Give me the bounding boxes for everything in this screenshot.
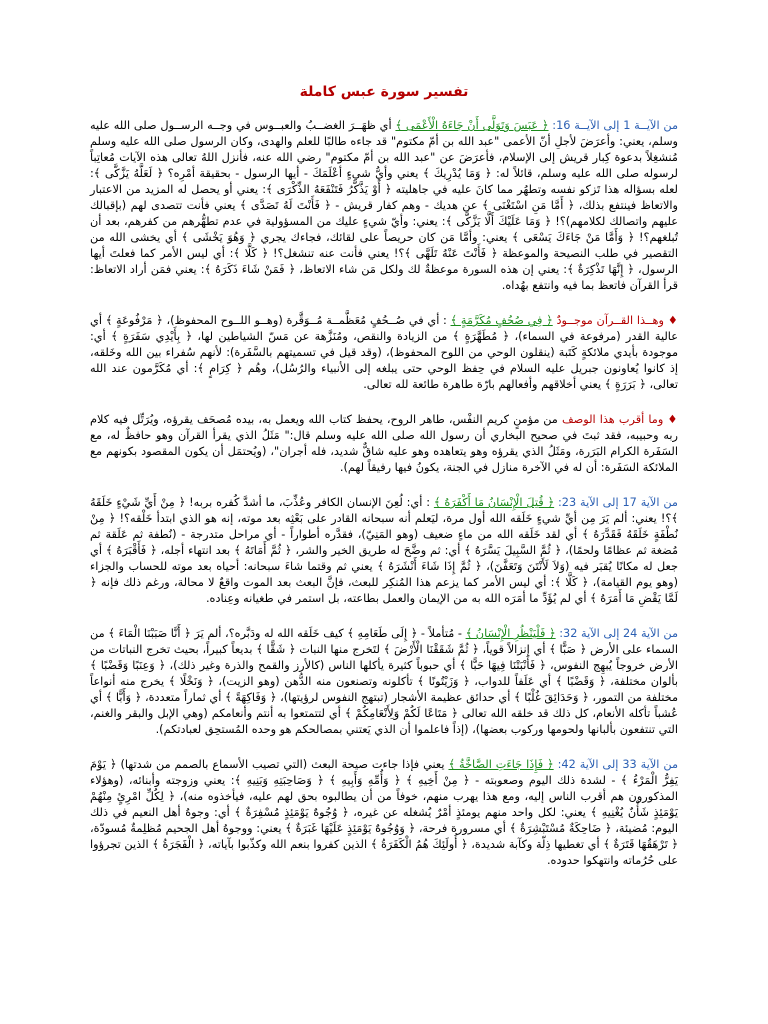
paragraph-4: [90, 495, 678, 607]
paragraph-text: أي ظهَــرَ الغضــبُ والعبــوس في وجــه الرســول صلى الله عليه وسلم، يعني: وأعرَضَ لأجلِ أنّ الأعمى "عبد الله بن أمّ مكتوم" قد جاءه طالبًا للعلم والهدى، وكان الرسول صلى الله عليه وسلم مُنشغِلاً بدعوة كِبار قريش إلى الإسلام، فأعرَضَ عن "عبد الله بن أمّ مكتوم" رضي الله عنه، فأنزل اللهُ تعالى هذه الآيات مُعاتِباً لرسوله صلى الله عليه وسلم، قائلاً له: ﴿ وَمَا يُدْرِيكَ ﴾ يعني وأيُّ شيءٍ أعْلَمَكَ - أيها الرسول - بحقيقة أمْرِه؟ ﴿ لَعَلَّهُ يَزَّكَّى ﴾: لعله بسؤاله هذا تَزكو نفسه وتطهُر مما كانَ عليه في جاهليته ﴿ أَوْ يَذَّكَّرُ فَتَنْفَعَهُ الذِّكْرَى ﴾: يعني أو يحصل له المزيد من الاعتبار والاتعاظ فينتفع بذلك، ﴿ أَمَّا مَنِ اسْتَغْنَى ﴾ عن هديك - وهم كفار قريش - ﴿ فَأَنْتَ لَهُ تَصَدَّى ﴾ يعني فأنت تتصدى لهم (بإقبالك عليهم واتصالك لكلامهم)؟! ﴿ وَمَا عَلَيْكَ أَلَّا يَزَّكَّى ﴾: يعني: وأيّ شيءٍ عليك من المسؤولية في عدم تطهُّرهم من كفرهم، بعد أن تُبلغهم؟! ﴿ وَأَمَّا مَنْ جَاءَكَ يَسْعَى ﴾ يعني: وأمَّا مَن كان حريصاً على لقائك، فجاءك يجري ﴿ وَهُوَ يَخْشَى ﴾ أي يخشى الله من التقصير في طلب النصيحة والموعظة ﴿ فَأَنْتَ عَنْهُ تَلَهَّى ﴾؟! يعني فأنت عنه تنشغل؟! ﴿ كَلَّا ﴾: أي ليس الأمر كما فعلتَ أيها الرسول، ﴿ إِنَّهَا تَذْكِرَةٌ ﴾: يعني إن هذه السورة موعظةٌ لك ولكل مَن شاء الاتعاظ، ﴿ فَمَنْ شَاءَ ذَكَرَهُ ﴾: يعني فمَن أراد الاتعاظ: قرأ القرآن فاتعظ بما فيه وانتفع بهُداه.: [90, 119, 678, 292]
paragraph-2: [90, 313, 678, 393]
paragraph-text: : أي في صُــحُفٍ مُعَظَّمــة مُــوَقَّرة (وهــو اللــوح المحفوظ)، ﴿ مَرْفُوعَةٍ ﴾ أي عالية القدر (مرفوعة في السماء)، ﴿ مُطَهَّرَةٍ ﴾ من الزيادة والنقص، ومُنَزَّهة عن مَسّ الشياطين لها، ﴿ بِأَيْدِي سَفَرَةٍ ﴾ أي: موجودة بأيدي ملائكةٍ كَتَبة (ينقلون الوحي من اللوح المحفوظ)، (وقد قيل في تسميتهم بالسَّفَرة): لأنهم سُفراء بين الله وخَلقه، إذ كانوا يُعاونون جبريل عليه السلام في حِفظ الوحي حتى يبلغه إلى الأنبياء والرُسُل)، وهُم ﴿ كِرَامٍ ﴾: أي مُكَرَّمون عند الله تعالى، ﴿ بَرَرَةٍ ﴾ يعني أخلاقهم وأفعالهم بارّة طاهرة طائعة لله تعالى.: [90, 314, 678, 391]
verse-reference: من الآيــة 1 إلى الآيــة 16:: [552, 119, 679, 132]
diamond-bullet-icon: ♦: [667, 314, 678, 327]
paragraph-1: [90, 118, 678, 294]
diamond-bullet-icon: ♦: [667, 413, 679, 426]
paragraph-6: [90, 757, 678, 869]
verse-reference: من الآية 24 إلى الآية 32:: [559, 627, 679, 640]
quran-quote: ﴿ فَإِذَا جَاءَتِ الصَّاخَّةُ ﴾: [448, 758, 554, 771]
quran-quote: ﴿ قُتِلَ الْإِنْسَانُ مَا أَكْفَرَهُ ﴾: [433, 496, 555, 509]
paragraph-text: من مؤمنٍ كريم النفْس، طاهر الروح، يحفظ كتاب الله ويعمل به، بيده مُصحَف يقرؤه، ويُرَتِّل فيه كلام ربه وحبيبه، فقد ثبتَ في صحيح البخاري أن رسول الله صلى الله عليه وسلم قال:" مَثَلُ الذي يقرأ القرآن وهو حافظٌ له، مع السَفَرة الكرام البَرَرة، ومَثَلُ الذي يقرؤه وهو يتعاهده وهو عليه شاقٌّ شديد، فله أجران"، (ويُحتمَل أن يكون المقصود بكونهم مع الملائكة السَفَرة: أن له في الآخرة منازل في الجنة، يكونُ فيها رفيقاً لهم).: [90, 413, 678, 474]
paragraph-text: : أي: لُعِنَ الإنسان الكافر وعُذِّبَ، ما أشدَّ كُفره بربه! ﴿ مِنْ أَيِّ شَيْءٍ خَلَقَهُ ﴾؟! يعني: ألم يَرَ مِن أيِّ شيءٍ خَلَقه الله أول مرة، ليَعلم أنه سبحانه القادر على بَعْثِه بعد موته، إنه هو الذي ابتدأ خَلْقه؟! ﴿ مِنْ نُطْفَةٍ خَلَقَهُ فَقَدَّرَهُ ﴾ أي لقد خَلَقه الله من ماءٍ ضعيف (وهو المَنِيّ)، فقدَّره أطواراً - أي مراحل متدرجة - (نُطفة ثم عَلَقة ثم مُضغة ثم عظامًا ولحمًا)، ﴿ ثُمَّ السَّبِيلَ يَسَّرَهُ ﴾ أي: ثم وضَّحَ له طريق الخير والشر، ﴿ ثُمَّ أَمَاتَهُ ﴾ بعد انتهاء أجله، ﴿ فَأَقْبَرَهُ ﴾ أي جعل له مكانًا يُقبَر فيه (وَلاَ لَأَنْتَنَ وَتَعَفَّنَ)، ﴿ ثُمَّ إِذَا شَاءَ أَنْشَرَهُ ﴾ يعني ثم وقتما شاءَ سبحانه: أحياه بعد موته للحساب والجزاء (وهو يوم القيامة)، ﴿ كَلَّا ﴾: أي ليس الأمر كما يزعم هذا المُنكِر للبعث، فإنَّ البعث بعد الموت واقعٌ لا محالة، ورغم ذلك فإنه ﴿ لَمَّا يَقْضِ مَا أَمَرَهُ ﴾ أي لم يُؤَدِّ ما أمَرَه الله به من الإيمان والعمل بطاعته، بل استمر في طغيانه وعِناده.: [90, 496, 678, 605]
paragraph-3: [90, 412, 678, 476]
quran-quote: ﴿ فِي صُحُفٍ مُكَرَّمَةٍ ﴾: [450, 314, 553, 327]
quran-quote: ﴿ عَبَسَ وَتَوَلَّى أَنْ جَاءَهُ الْأَعْمَى ﴾: [395, 119, 549, 132]
verse-reference: من الآية 17 إلى الآية 23:: [557, 496, 678, 509]
paragraph-text: يعني فإذا جاءت صيحة البعث (التي تصيب الأسماع بالصمم من شدتها) ﴿ يَوْمَ يَفِرُّ الْمَرْءُ ﴾ - لشدة ذلك اليوم وصعوبته - ﴿ مِنْ أَخِيهِ ﴾ ﴿ وَأُمِّهِ وَأَبِيهِ ﴾ ﴿ وَصَاحِبَتِهِ وَبَنِيهِ ﴾: يعني وزوجته وأبنائه، (وهؤلاء المذكورون هم أقرب الناس إليه، ومع هذا يهرب منهم، خوفاً من أن يطالبوه بحق لهم عليه، فيأخذوه منه)، ﴿ لِكُلِّ امْرِئٍ مِنْهُمْ يَوْمَئِذٍ شَأْنٌ يُغْنِيهِ ﴾ يعني: لكل واحد منهم يومئذٍ أمْرٌ يُشغله عن غيره، ﴿ وُجُوهٌ يَوْمَئِذٍ مُسْفِرَةٌ ﴾ أي: وجوهُ أهل النعيم في ذلك اليوم: مُضيئة، ﴿ ضَاحِكَةٌ مُسْتَبْشِرَةٌ ﴾ أي مسرورة فرحة، ﴿ وَوُجُوهٌ يَوْمَئِذٍ عَلَيْهَا غَبَرَةٌ ﴾ يعني: ووجوهُ أهل الجحيم مُظلِمةٌ مُسودّة، ﴿ تَرْهَقُهَا قَتَرَةٌ ﴾ أي تغطيها ذِلّة وكآبة شديدة، ﴿ أُولَئِكَ هُمُ الْكَفَرَةُ ﴾ الذين كفروا بنعم الله وكذّبوا بآياته، ﴿ الْفَجَرَةُ ﴾ الذين تجرؤوا على حُرُماته وانتهكوا حدوده.: [90, 758, 678, 867]
paragraph-text: - مُتأملاً - ﴿ إِلَى طَعَامِهِ ﴾ كيف خَلَقه الله له ودَبَّره؟، ألم يَرَ ﴿ أَنَّا صَبَبْنَا الْمَاءَ ﴾ من السماء على الأرض ﴿ صَبًّا ﴾ أي إنزالاً قوياً، ﴿ ثُمَّ شَقَقْنَا الْأَرْضَ ﴾ لتَخرج منها النبات ﴿ شَقًّا ﴾ بديعاً كبيراً، بحيث تخرج النباتات من الأرض خروجاً يُبهِج النفوس، ﴿ فَأَنْبَتْنَا فِيهَا حَبًّا ﴾ أي حبوباً كثيرة يأكلها الناس (كالأرز والقمح والذرة وغير ذلك)، ﴿ وَعِنَبًا وَقَضْبًا ﴾ بألوان مختلفة، ﴿ وَقَضْبًا ﴾ أي عَلَفاً للدواب، ﴿ وَزَيْتُونًا ﴾ تأكلونه وتصنعون منه الدُّهن (وهو الزيت)، ﴿ وَنَخْلًا ﴾ يخرج منه أنواعاً مختلفة من التمور، ﴿ وَحَدَائِقَ غُلْبًا ﴾ أي حدائق عظيمة الأشجار (تبتهج النفوس لرؤيتها)، ﴿ وَفَاكِهَةً ﴾ أي ثماراً متعددة، ﴿ وَأَبًّا ﴾ أي عُشباً تأكله الأنعام، كل ذلك قد خلقه الله تعالى ﴿ مَتَاعًا لَكُمْ وَلِأَنْعَامِكُمْ ﴾ أي لتتمتعوا به أنتم وأنعامكم (وهي الإبل والبقر والغنم، التي تنتفعون بألبانها ولحومها وركوب بعضها)، (إذاً فاعلموا أن الذي يَعتني بمصالحكم هو وحده المُستحِق لعبادتكم).: [90, 627, 678, 736]
quran-quote: ﴿ فَلْيَنْظُرِ الْإِنْسَانُ ﴾: [465, 627, 556, 640]
verse-reference: من الآية 33 إلى الآية 42:: [557, 758, 679, 771]
page-title: تفسير سورة عبس كاملة: [299, 84, 469, 100]
paragraph-5: [90, 626, 678, 738]
paragraph-lead: وهــذا القــرآن موجــودٌ: [556, 314, 664, 327]
paragraph-lead: وما أقرب هذا الوصف: [561, 413, 664, 426]
